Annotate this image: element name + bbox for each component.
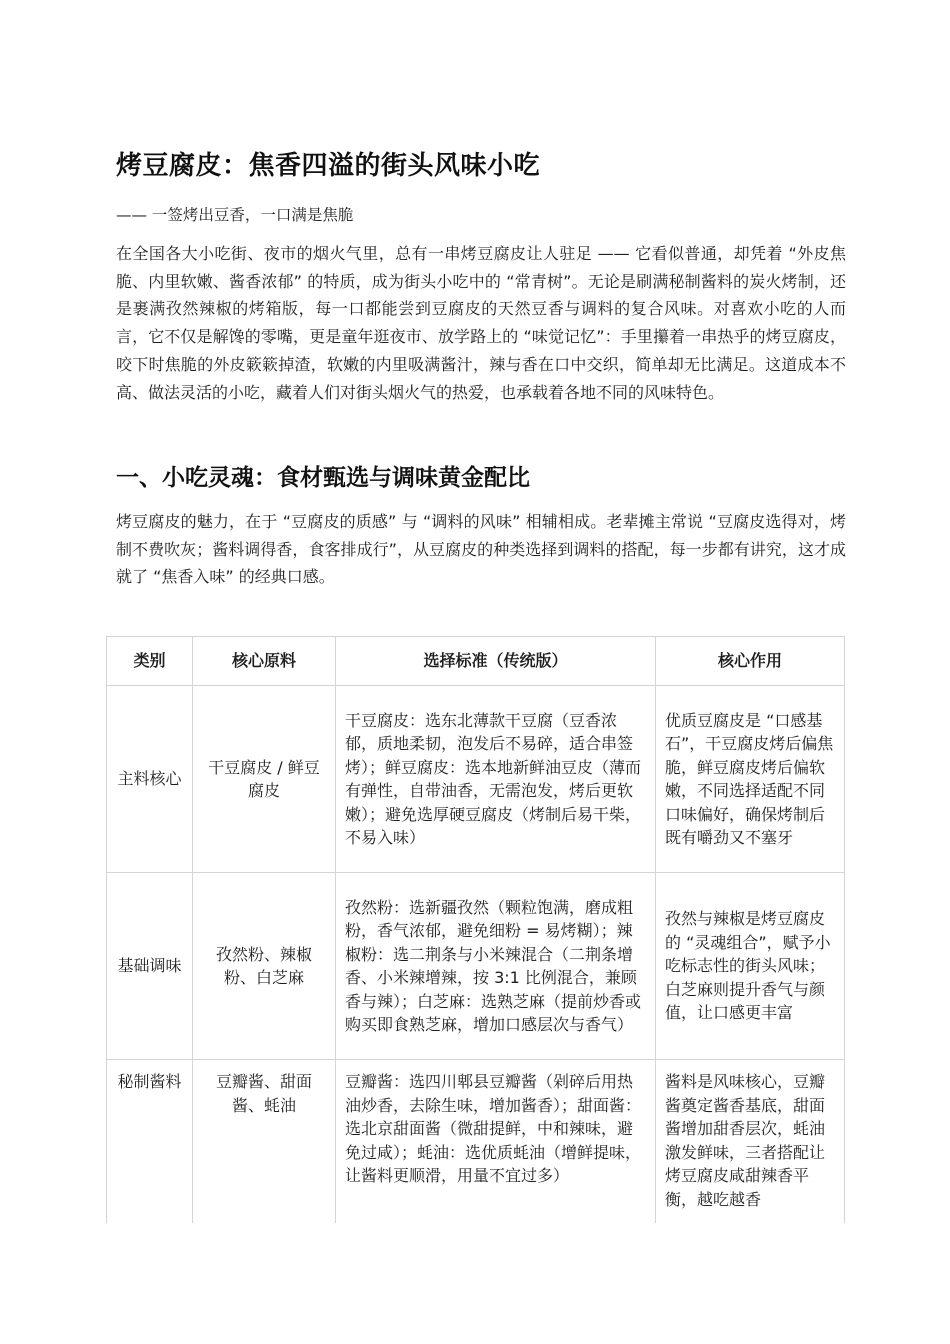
cell-ingredients: 干豆腐皮 / 鲜豆腐皮 [193, 686, 336, 873]
header-standard: 选择标准（传统版） [336, 637, 656, 686]
cell-standard: 豆瓣酱：选四川郫县豆瓣酱（剁碎后用热油炒香，去除生味，增加酱香）；甜面酱：选北京甜面酱（微甜提鲜，中和辣味，避免过咸）；蚝油：选优质蚝油（增鲜提味，让酱料更顺滑，用量不宜过多） [336, 1060, 656, 1224]
ingredients-table-container [106, 636, 845, 1223]
table-row [107, 1060, 845, 1224]
table-header-row [107, 637, 845, 686]
section-1-paragraph: 烤豆腐皮的魅力，在于 “豆腐皮的质感” 与 “调料的风味” 相辅相成。老辈摊主常说 “豆腐皮选得对，烤制不费吹灰；酱料调得香，食客排成行”，从豆腐皮的种类选择到调料的搭配，每一步都有讲究，这才成就了 “焦香入味” 的经典口感。 [116, 512, 846, 587]
cell-ingredients: 孜然粉、辣椒粉、白芝麻 [193, 873, 336, 1060]
cell-category: 秘制酱料 [107, 1060, 193, 1224]
header-category: 类别 [107, 637, 193, 686]
cell-category: 基础调味 [107, 873, 193, 1060]
cell-category: 主料核心 [107, 686, 193, 873]
cell-standard: 干豆腐皮：选东北薄款干豆腐（豆香浓郁，质地柔韧，泡发后不易碎，适合串签烤）；鲜豆腐皮：选本地新鲜油豆皮（薄而有弹性，自带油香，无需泡发，烤后更软嫩）；避免选厚硬豆腐皮（烤制后易干柴，不易入味） [336, 686, 656, 873]
table-row [107, 873, 845, 1060]
table-row [107, 686, 845, 873]
ingredients-table [106, 636, 845, 1223]
document-title: 烤豆腐皮：焦香四溢的街头风味小吃 [116, 151, 541, 181]
header-role: 核心作用 [656, 637, 845, 686]
cell-role: 优质豆腐皮是 “口感基石”，干豆腐皮烤后偏焦脆，鲜豆腐皮烤后偏软嫩，不同选择适配不同口味偏好，确保烤制后既有嚼劲又不塞牙 [656, 686, 845, 873]
section-1-heading: 一、小吃灵魂：食材甄选与调味黄金配比 [116, 465, 530, 491]
cell-ingredients: 豆瓣酱、甜面酱、蚝油 [193, 1060, 336, 1224]
header-ingredients: 核心原料 [193, 637, 336, 686]
document-subtitle: —— 一签烤出豆香，一口满是焦脆 [116, 206, 354, 224]
intro-paragraph: 在全国各大小吃街、夜市的烟火气里，总有一串烤豆腐皮让人驻足 —— 它看似普通，却凭着 “外皮焦脆、内里软嫩、酱香浓郁” 的特质，成为街头小吃中的 “常青树”。无论是刷满秘制酱料的炭火烤制，还是裹满孜然辣椒的烤箱版，每一口都能尝到豆腐皮的天然豆香与调料的复合风味。对喜欢小吃的人而言，它不仅是解馋的零嘴，更是童年逛夜市、放学路上的 “味觉记忆”：手里攥着一串热乎的烤豆腐皮，咬下时焦脆的外皮簌簌掉渣，软嫩的内里吸满酱汁，辣与香在口中交织，简单却无比满足。这道成本不高、做法灵活的小吃，藏着人们对街头烟火气的热爱，也承载着各地不同的风味特色。 [116, 244, 846, 402]
cell-standard: 孜然粉：选新疆孜然（颗粒饱满，磨成粗粉，香气浓郁，避免细粉 = 易烤糊）；辣椒粉：选二荆条与小米辣混合（二荆条增香、小米辣增辣，按 3:1 比例混合，兼顾香与辣）；白芝麻：选熟芝麻（提前炒香或购买即食熟芝麻，增加口感层次与香气） [336, 873, 656, 1060]
cell-role: 酱料是风味核心，豆瓣酱奠定酱香基底，甜面酱增加甜香层次，蚝油激发鲜味，三者搭配让烤豆腐皮咸甜辣香平衡，越吃越香 [656, 1060, 845, 1224]
cell-role: 孜然与辣椒是烤豆腐皮的 “灵魂组合”，赋予小吃标志性的街头风味；白芝麻则提升香气与颜值，让口感更丰富 [656, 873, 845, 1060]
